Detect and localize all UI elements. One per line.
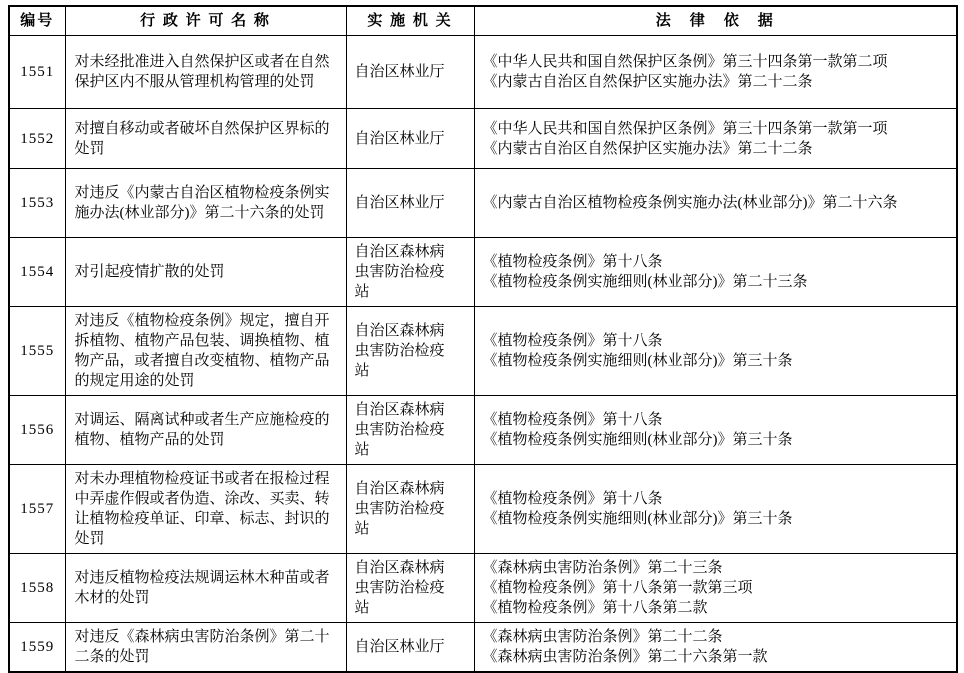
cell-row-number: 1552 [9, 109, 65, 169]
cell-legal-basis [474, 169, 957, 238]
cell-row-number: 1559 [9, 623, 65, 673]
cell-row-number: 1554 [9, 238, 65, 307]
cell-agency: 自治区森林病虫害防治检疫站 [346, 396, 474, 465]
cell-legal-basis [474, 465, 957, 554]
col-header-agency: 实 施 机 关 [346, 6, 474, 36]
cell-permit-name: 对违反《森林病虫害防治条例》第二十二条的处罚 [65, 623, 346, 673]
col-header-id: 编号 [9, 6, 65, 36]
cell-legal-basis [474, 396, 957, 465]
cell-permit-name: 对违反《植物检疫条例》规定，擅自开拆植物、植物产品包装、调换植物、植物产品，或者擅自改变植物、植物产品的规定用途的处罚 [65, 307, 346, 396]
cell-permit-name: 对未经批准进入自然保护区或者在自然保护区内不服从管理机构管理的处罚 [65, 36, 346, 109]
cell-permit-name: 对引起疫情扩散的处罚 [65, 238, 346, 307]
legal-basis-line: 《植物检疫条例》第十八条 [482, 254, 663, 270]
table-row [9, 554, 957, 623]
cell-legal-basis [474, 238, 957, 307]
legal-basis-line: 《植物检疫条例实施细则(林业部分)》第三十条 [482, 511, 793, 527]
legal-basis-line: 《植物检疫条例》第十八条第一款第三项 [482, 580, 753, 596]
table-row [9, 307, 957, 396]
table-row [9, 238, 957, 307]
legal-basis-line: 《植物检疫条例实施细则(林业部分)》第三十条 [482, 353, 793, 369]
cell-permit-name: 对擅自移动或者破坏自然保护区界标的处罚 [65, 109, 346, 169]
legal-basis-line: 《植物检疫条例》第十八条 [482, 491, 663, 507]
cell-permit-name: 对调运、隔离试种或者生产应施检疫的植物、植物产品的处罚 [65, 396, 346, 465]
cell-row-number: 1556 [9, 396, 65, 465]
col-header-name: 行 政 许 可 名 称 [65, 6, 346, 36]
header-row [9, 6, 957, 36]
cell-legal-basis [474, 623, 957, 673]
cell-permit-name: 对未办理植物检疫证书或者在报检过程中弄虚作假或者伪造、涂改、买卖、转让植物检疫单证、印章、标志、封识的处罚 [65, 465, 346, 554]
col-header-legal: 法 律 依 据 [474, 6, 957, 36]
cell-row-number: 1557 [9, 465, 65, 554]
table-row [9, 169, 957, 238]
legal-basis-line: 《植物检疫条例》第十八条第二款 [482, 600, 708, 616]
legal-basis-line: 《内蒙古自治区自然保护区实施办法》第二十二条 [482, 140, 813, 157]
legal-basis-line: 《植物检疫条例》第十八条 [482, 412, 663, 428]
legal-basis-line: 《森林病虫害防治条例》第二十二条 [482, 629, 723, 645]
legal-basis-line: 《森林病虫害防治条例》第二十六条第一款 [482, 649, 768, 665]
cell-legal-basis [474, 109, 957, 169]
cell-agency: 自治区森林病虫害防治检疫站 [346, 554, 474, 623]
cell-legal-basis [474, 36, 957, 109]
legal-basis-line: 《森林病虫害防治条例》第二十三条 [482, 560, 723, 576]
cell-agency: 自治区森林病虫害防治检疫站 [346, 238, 474, 307]
legal-basis-line: 《植物检疫条例实施细则(林业部分)》第二十三条 [482, 274, 808, 290]
table-row [9, 396, 957, 465]
cell-row-number: 1555 [9, 307, 65, 396]
legal-basis-line: 《内蒙古自治区植物检疫条例实施办法(林业部分)》第二十六条 [482, 195, 898, 211]
cell-agency: 自治区森林病虫害防治检疫站 [346, 307, 474, 396]
legal-basis-line: 《植物检疫条例实施细则(林业部分)》第三十条 [482, 432, 793, 448]
legal-basis-line: 《内蒙古自治区自然保护区实施办法》第二十二条 [482, 74, 813, 90]
table-row [9, 465, 957, 554]
table-row [9, 623, 957, 673]
table-row [9, 109, 957, 169]
cell-agency: 自治区林业厅 [346, 169, 474, 238]
cell-row-number: 1558 [9, 554, 65, 623]
cell-legal-basis [474, 307, 957, 396]
legal-basis-line: 《中华人民共和国自然保护区条例》第三十四条第一款第一项 [482, 120, 888, 137]
permits-table [8, 5, 958, 673]
legal-basis-line: 《中华人民共和国自然保护区条例》第三十四条第一款第二项 [482, 54, 888, 70]
cell-row-number: 1553 [9, 169, 65, 238]
cell-row-number: 1551 [9, 36, 65, 109]
cell-permit-name: 对违反植物检疫法规调运林木种苗或者木材的处罚 [65, 554, 346, 623]
cell-permit-name: 对违反《内蒙古自治区植物检疫条例实施办法(林业部分)》第二十六条的处罚 [65, 169, 346, 238]
cell-agency: 自治区林业厅 [346, 623, 474, 673]
cell-agency: 自治区林业厅 [346, 109, 474, 169]
cell-legal-basis [474, 554, 957, 623]
table-row [9, 36, 957, 109]
legal-basis-line: 《植物检疫条例》第十八条 [482, 333, 663, 349]
cell-agency: 自治区林业厅 [346, 36, 474, 109]
table-body [9, 36, 957, 673]
cell-agency: 自治区森林病虫害防治检疫站 [346, 465, 474, 554]
